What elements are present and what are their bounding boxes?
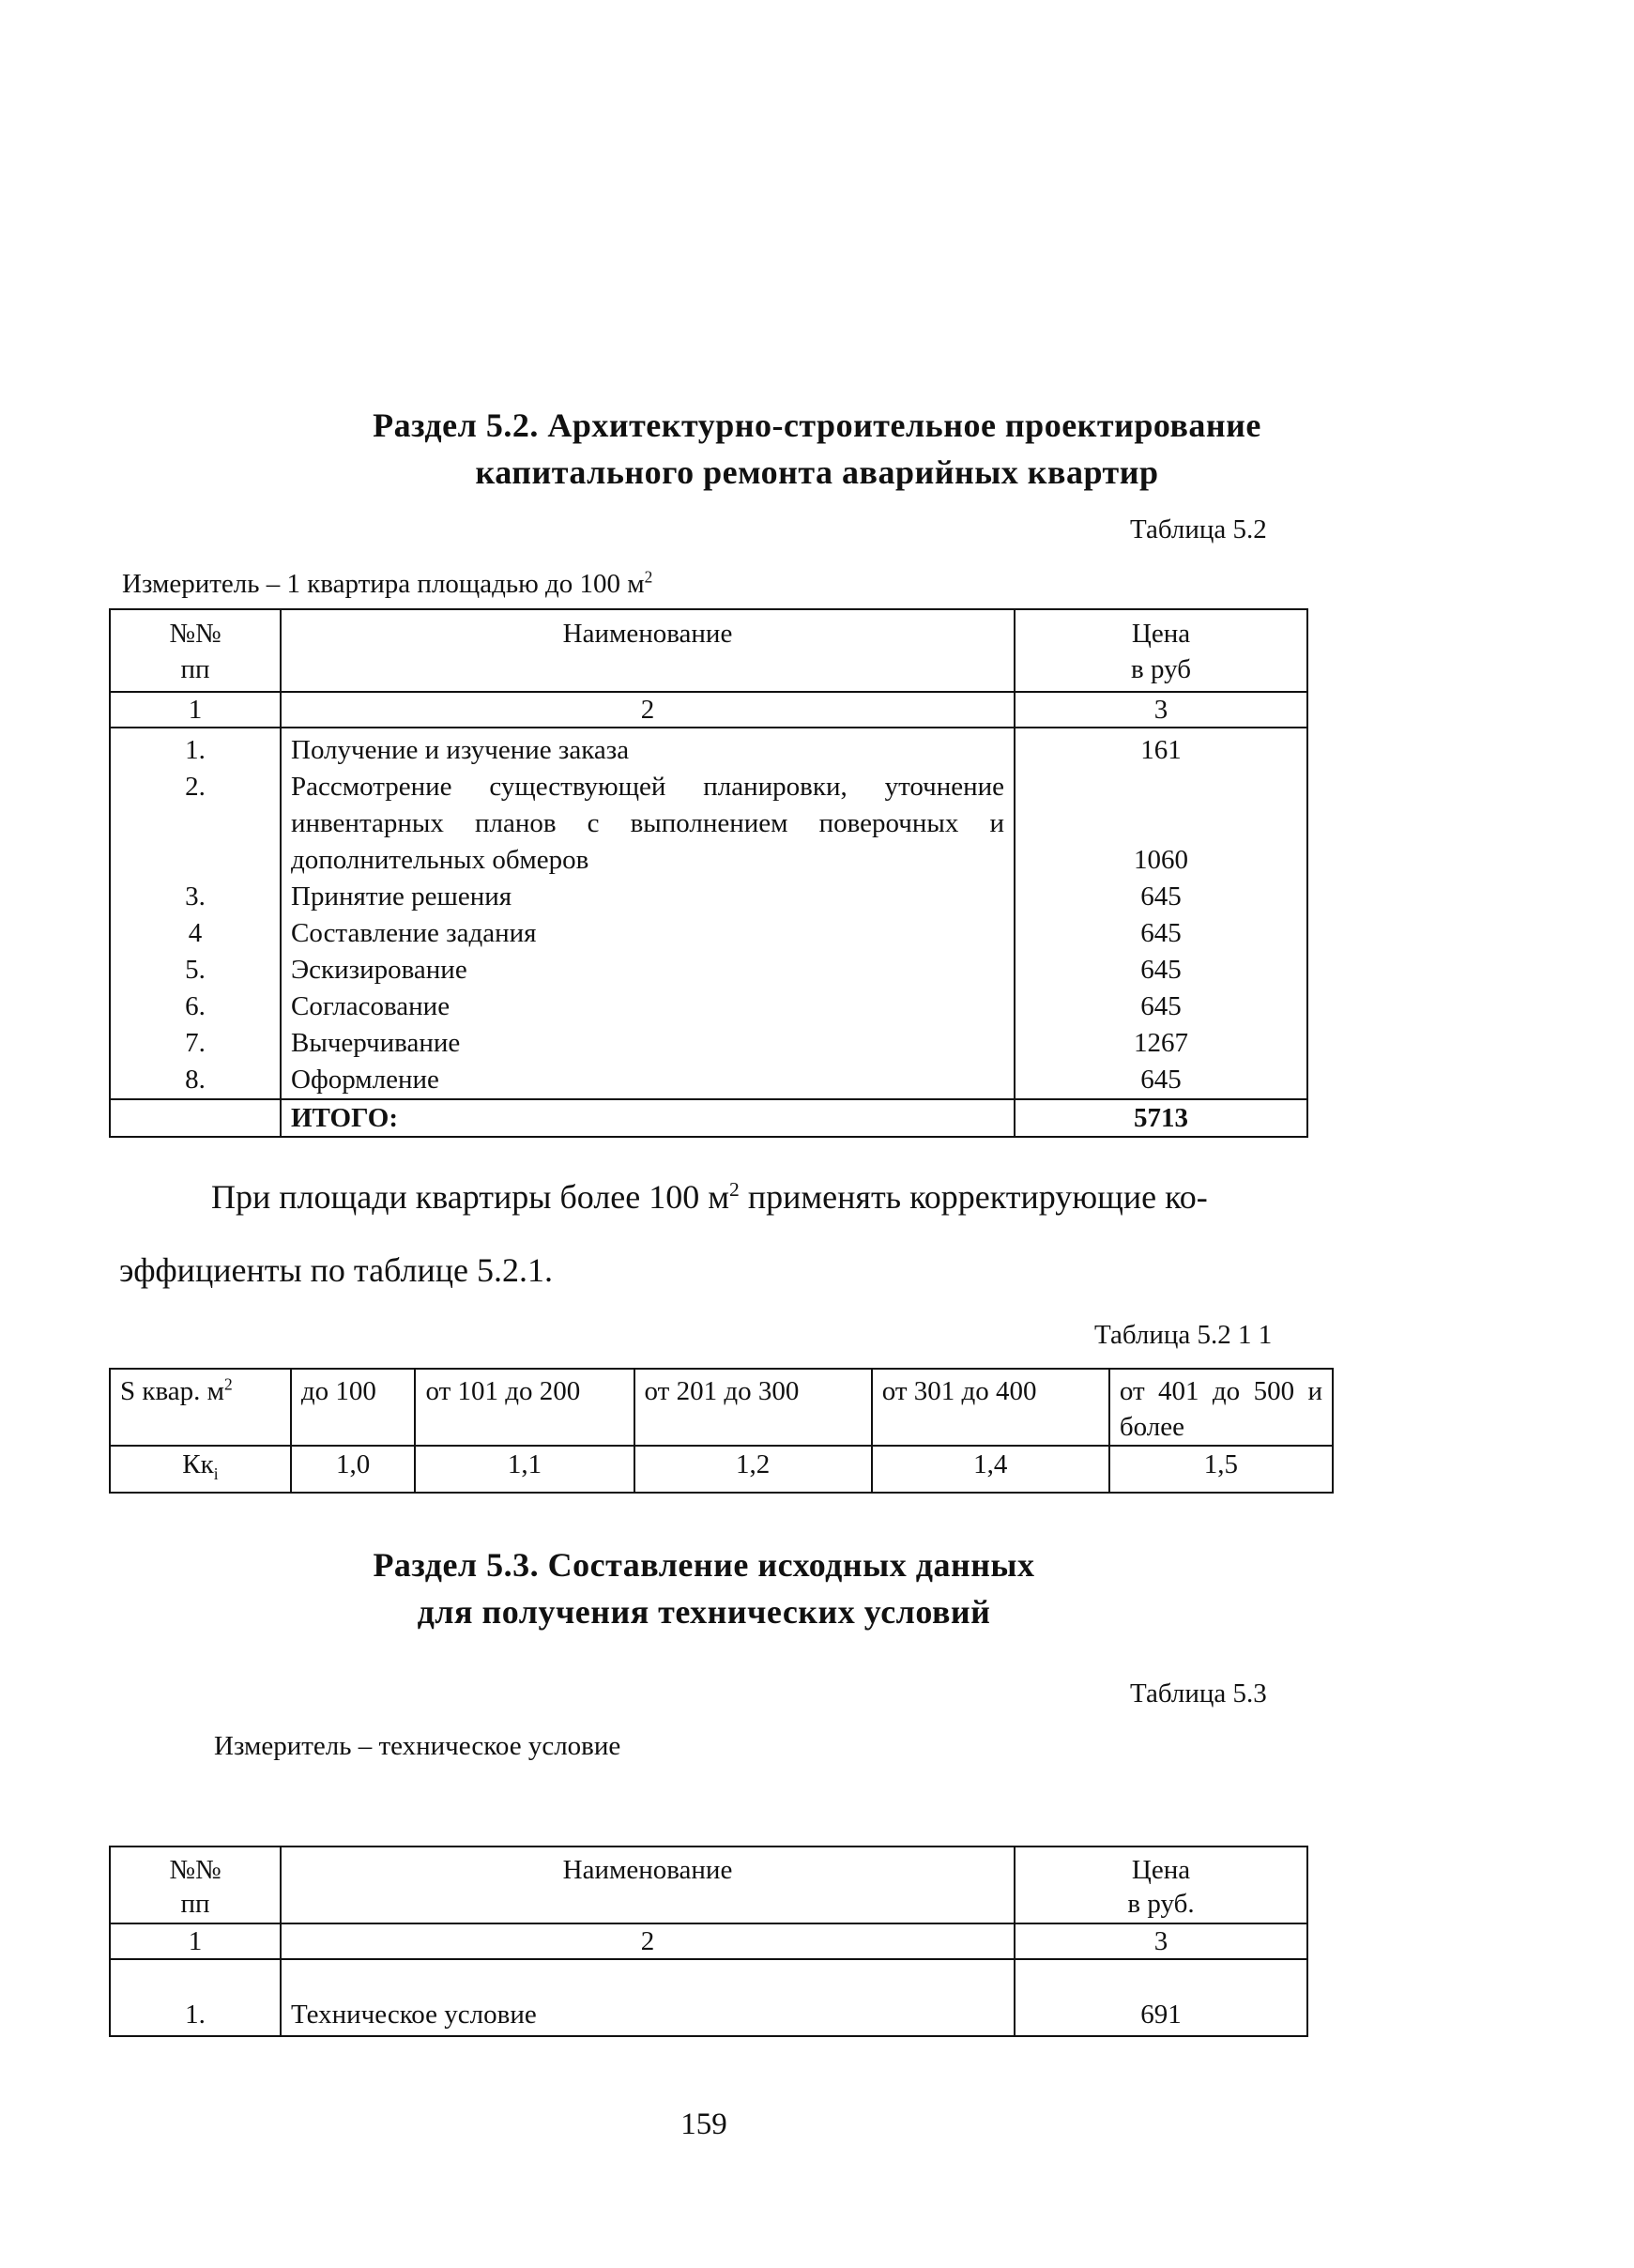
coefficient-value: 1,4 [872,1446,1109,1493]
coefficient-row [110,1446,1333,1493]
table-5-2-measure [122,569,652,600]
coefficient-value: 1,0 [291,1446,416,1493]
row-num: 4 [110,915,281,952]
header-num-line2: пп [180,1889,210,1919]
table-row [110,1062,1307,1099]
range-cell: от 401 до 500 и более [1109,1369,1333,1446]
row-name: Оформление [281,1062,1015,1099]
header-num-line2: пп [180,654,210,684]
table-5-3 [109,1846,1308,2037]
table-5-3-measure: Измеритель – техническое условие [214,1731,621,1761]
row-price: 1060 [1015,769,1307,879]
header-price [1015,609,1307,692]
section-5-3-title-line2: для получения технических условий [417,1593,991,1631]
row-num: 1. [110,1959,281,2036]
range-row [110,1369,1333,1446]
total-value: 5713 [1015,1099,1307,1137]
header-price-line2: в руб [1131,654,1191,684]
colnum-1: 1 [110,692,281,728]
table-5-2 [109,608,1308,1138]
colnum-3: 3 [1015,1923,1307,1959]
range-cell: от 201 до 300 [634,1369,872,1446]
colnum-3: 3 [1015,692,1307,728]
paragraph-sup: 2 [729,1178,740,1201]
total-empty-cell [110,1099,281,1137]
row-num: 5. [110,952,281,988]
table-row [110,915,1307,952]
header-price-line1: Цена [1131,1855,1191,1885]
row-name: Согласование [281,988,1015,1025]
paragraph-text-part1: При площади квартиры более 100 м [211,1178,730,1216]
row-num: 7. [110,1025,281,1062]
section-5-3-heading [0,1541,1408,1635]
header-num-line1: №№ [169,1855,221,1885]
header-num [110,1847,281,1923]
total-label: ИТОГО: [281,1099,1015,1137]
row-name: Получение и изучение заказа [281,728,1015,769]
header-price-line1: Цена [1131,619,1191,649]
row-price: 645 [1015,879,1307,915]
row-price: 161 [1015,728,1307,769]
table-row [110,952,1307,988]
row-num: 1. [110,728,281,769]
range-cell: от 101 до 200 [415,1369,634,1446]
column-number-row [110,692,1307,728]
table-header-row [110,1847,1307,1923]
table-5-2-measure-sup: 2 [644,567,653,587]
header-num-line1: №№ [169,619,221,649]
colnum-2: 2 [281,692,1015,728]
range-cell: от 301 до 400 [872,1369,1109,1446]
area-header-sup: 2 [224,1374,233,1394]
row-num: 2. [110,769,281,879]
table-5-2-1-1-label: Таблица 5.2 1 1 [1094,1320,1273,1350]
table-header-row [110,609,1307,692]
column-number-row [110,1923,1307,1959]
table-row [110,1959,1307,2036]
coefficient-value: 1,2 [634,1446,872,1493]
row-name: Принятие решения [281,879,1015,915]
table-5-2-1-1 [109,1368,1334,1494]
table-row [110,1025,1307,1062]
row-name: Техническое условие [281,1959,1015,2036]
colnum-2: 2 [281,1923,1015,1959]
row-num: 6. [110,988,281,1025]
section-5-2-title-line1: Раздел 5.2. Архитектурно-строительное проектирование [373,406,1261,444]
coefficient-paragraph [211,1177,1208,1217]
table-row [110,988,1307,1025]
row-price: 645 [1015,1062,1307,1099]
table-row [110,769,1307,879]
coefficient-value: 1,5 [1109,1446,1333,1493]
header-name: Наименование [281,609,1015,692]
row-num: 3. [110,879,281,915]
coefficient-paragraph-line2: эффициенты по таблице 5.2.1. [119,1251,553,1289]
row-price: 1267 [1015,1025,1307,1062]
row-name: Рассмотрение существующей планировки, уточнение инвентарных планов с выполнением поверочных и дополнительных обмеров [281,769,1015,879]
coefficient-label-sub: i [213,1463,219,1483]
coefficient-label [110,1446,291,1493]
header-name: Наименование [281,1847,1015,1923]
area-header-text: S квар. м [120,1376,225,1406]
section-5-2-heading [0,402,1634,496]
total-row [110,1099,1307,1137]
section-5-2-title-line2: капитального ремонта аварийных квартир [475,453,1159,491]
table-5-2-label: Таблица 5.2 [1130,514,1267,544]
row-price: 645 [1015,952,1307,988]
section-5-3-title-line1: Раздел 5.3. Составление исходных данных [373,1546,1035,1584]
coefficient-value: 1,1 [415,1446,634,1493]
table-5-3-label: Таблица 5.3 [1130,1678,1267,1709]
row-num: 8. [110,1062,281,1099]
coefficient-label-text: Кк [182,1449,214,1479]
table-row [110,728,1307,769]
header-num [110,609,281,692]
page-number: 159 [680,2107,727,2141]
row-name: Составление задания [281,915,1015,952]
table-5-2-measure-text: Измеритель – 1 квартира площадью до 100 м [122,569,645,599]
row-price: 645 [1015,988,1307,1025]
colnum-1: 1 [110,1923,281,1959]
row-price: 691 [1015,1959,1307,2036]
header-price [1015,1847,1307,1923]
row-name: Эскизирование [281,952,1015,988]
paragraph-text-part2: применять корректирующие ко- [739,1178,1208,1216]
range-cell: до 100 [291,1369,416,1446]
row-price: 645 [1015,915,1307,952]
row-name: Вычерчивание [281,1025,1015,1062]
header-price-line2: в руб. [1127,1889,1195,1919]
area-header [110,1369,291,1446]
table-row [110,879,1307,915]
